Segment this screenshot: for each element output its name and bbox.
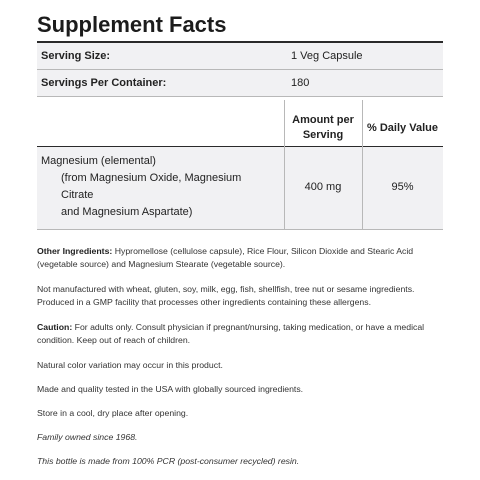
nutrient-line4: and Magnesium Aspartate) [61,206,193,218]
nutrient-line1: Magnesium (elemental) [41,155,156,167]
serving-size-row [37,43,443,69]
serving-size-label: Serving Size: [41,50,111,62]
daily-value-header: % Daily Value [367,122,438,134]
bottom-rule [37,229,443,230]
servings-per-container-row [37,70,443,96]
servings-per-container-label: Servings Per Container: [41,77,167,89]
pcr-bottle-note: This bottle is made from 100% PCR (post-consumer recycled) resin. [37,456,300,466]
page-title: Supplement Facts [37,12,227,37]
nutrient-line3: Citrate [61,189,94,201]
caution-text: For adults only. Consult physician if pregnant/nursing, taking medication, or have a medical condition. Keep out of reach of children. [37,322,425,345]
storage-note: Store in a cool, dry place after opening. [37,408,189,418]
caution-paragraph [37,321,447,347]
nutrient-amount: 400 mg [304,181,342,193]
amount-header-line1: Amount per [292,114,354,126]
allergen-paragraph: Not manufactured with wheat, gluten, soy, milk, egg, fish, shellfish, tree nut or sesame ingredients. Produced in a GMP facility that processes other ingredients containing these allergens. [37,284,415,307]
nutrient-daily-value: 95% [391,181,414,193]
other-ingredients-label: Other Ingredients: [37,246,113,256]
divider [37,96,443,97]
amount-header-line2: Serving [302,129,344,141]
amount-per-serving-header [284,113,362,143]
color-variation-note: Natural color variation may occur in this product. [37,360,223,370]
nutrient-name [41,153,271,221]
nutrient-line2: (from Magnesium Oxide, Magnesium [61,172,242,184]
family-owned-note: Family owned since 1968. [37,432,138,442]
other-ingredients-text: Hypromellose (cellulose capsule), Rice Flour, Silicon Dioxide and Stearic Acid (vegetable source) and Magnesium Stearate (vegetable source). [37,246,414,269]
servings-per-container-value: 180 [291,77,310,89]
caution-label: Caution: [37,322,73,332]
column-divider [284,100,285,229]
made-in-usa-note: Made and quality tested in the USA with globally sourced ingredients. [37,384,304,394]
column-divider [362,100,363,229]
other-ingredients-paragraph [37,245,447,271]
serving-size-value: 1 Veg Capsule [291,50,363,62]
